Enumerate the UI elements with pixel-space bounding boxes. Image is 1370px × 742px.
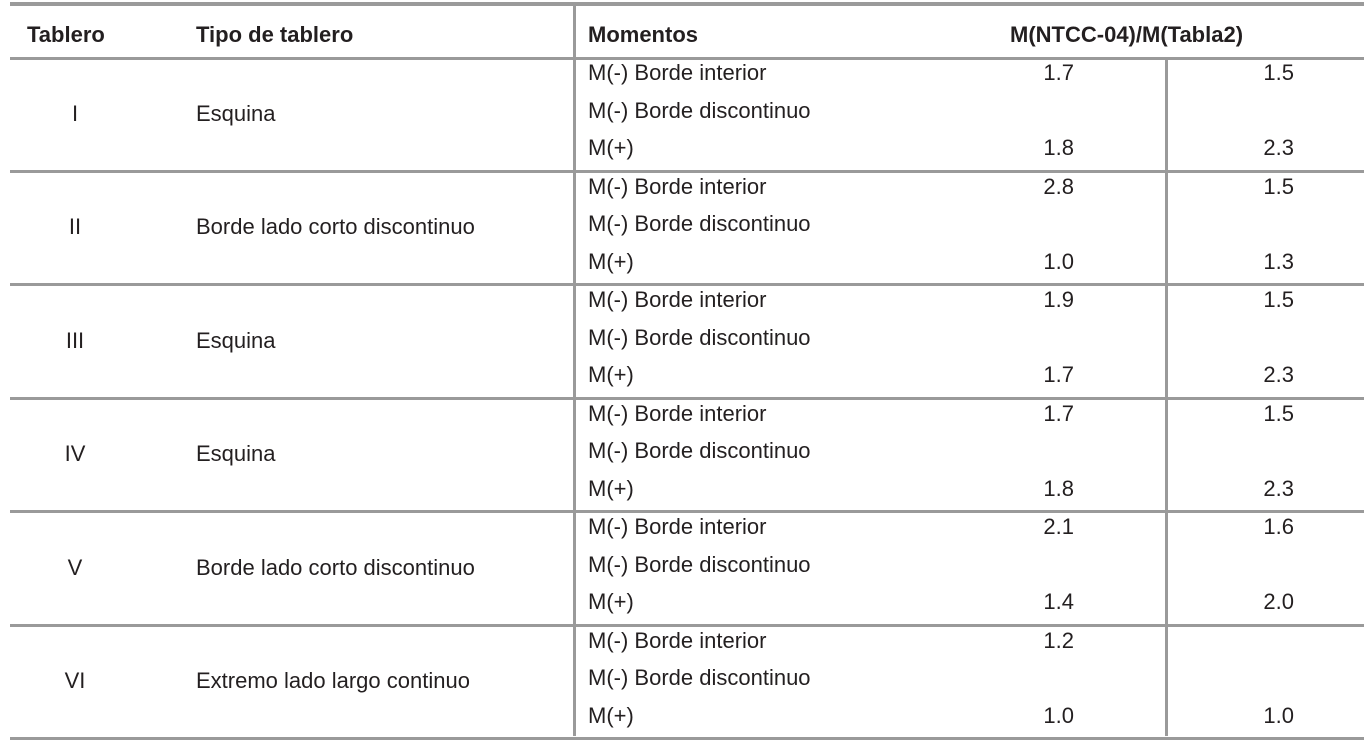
table-top-rule	[10, 2, 1364, 6]
tablero-tipo: Esquina	[196, 327, 276, 353]
ratio-tabla2: 1.5	[1263, 60, 1294, 85]
ratio-tabla2: 1.5	[1263, 287, 1294, 312]
tablero-id: III	[65, 327, 85, 353]
momento-label: M(+)	[588, 248, 634, 274]
ratio-ntcc: 1.4	[1043, 589, 1074, 614]
tablero-tipo: Borde lado corto discontinuo	[196, 214, 475, 240]
momento-label: M(-) Borde interior	[588, 60, 767, 85]
ratio-ntcc: 1.8	[1043, 475, 1074, 501]
momento-label: M(-) Borde interior	[588, 287, 767, 312]
tablero-id: VI	[64, 668, 86, 694]
momento-label: M(-) Borde interior	[588, 400, 767, 426]
row-separator	[10, 397, 1364, 400]
header-tipo: Tipo de tablero	[196, 22, 354, 47]
tablero-tipo: Borde lado corto discontinuo	[196, 554, 475, 580]
ratio-tabla2: 2.3	[1263, 475, 1294, 501]
tablero-tipo: Esquina	[196, 441, 276, 467]
momento-label: M(-) Borde interior	[588, 627, 767, 653]
ratio-ntcc: 1.9	[1043, 287, 1074, 312]
momento-label: M(-) Borde discontinuo	[588, 97, 811, 123]
momento-label: M(+)	[588, 589, 634, 614]
header-tablero: Tablero	[27, 22, 105, 47]
tablero-id: V	[67, 554, 83, 580]
ratio-tabla2: 2.3	[1263, 135, 1294, 160]
momento-label: M(-) Borde discontinuo	[588, 324, 811, 350]
row-separator	[10, 737, 1364, 740]
momento-label: M(+)	[588, 702, 634, 728]
ratio-ntcc: 1.2	[1043, 627, 1074, 653]
ratio-ntcc: 1.7	[1043, 362, 1074, 387]
tablero-id: II	[68, 214, 82, 240]
ratio-tabla2: 2.3	[1263, 362, 1294, 387]
tablero-id: I	[71, 100, 79, 126]
ratio-ntcc: 1.7	[1043, 60, 1074, 85]
ratio-ntcc: 1.0	[1043, 248, 1074, 274]
ratio-tabla2: 1.5	[1263, 173, 1294, 199]
row-separator	[10, 624, 1364, 627]
ratio-tabla2: 1.5	[1263, 400, 1294, 426]
ratio-ntcc: 1.0	[1043, 702, 1074, 728]
header-momentos: Momentos	[588, 22, 698, 47]
row-separator	[10, 170, 1364, 173]
momento-label: M(+)	[588, 475, 634, 501]
ratio-ntcc: 1.7	[1043, 400, 1074, 426]
ratio-tabla2: 2.0	[1263, 589, 1294, 614]
tablero-tipo: Extremo lado largo continuo	[196, 668, 470, 694]
ratio-ntcc: 2.1	[1043, 514, 1074, 539]
momento-label: M(-) Borde discontinuo	[588, 211, 811, 236]
momento-label: M(-) Borde discontinuo	[588, 438, 811, 463]
ratio-tabla2: 1.0	[1263, 702, 1294, 728]
momento-label: M(+)	[588, 362, 634, 387]
ratio-tabla2: 1.6	[1263, 514, 1294, 539]
momento-label: M(-) Borde discontinuo	[588, 665, 811, 690]
momento-label: M(+)	[588, 135, 634, 160]
ratio-tabla2: 1.3	[1263, 248, 1294, 274]
row-separator	[10, 283, 1364, 286]
momento-label: M(-) Borde interior	[588, 514, 767, 539]
tablero-tipo: Esquina	[196, 100, 276, 126]
ratio-ntcc: 1.8	[1043, 135, 1074, 160]
momento-label: M(-) Borde interior	[588, 173, 767, 199]
header-ratio: M(NTCC-04)/M(Tabla2)	[1010, 22, 1244, 47]
tablero-id: IV	[64, 441, 86, 467]
col-separator-momentos	[573, 6, 576, 736]
momento-label: M(-) Borde discontinuo	[588, 551, 811, 577]
ratio-ntcc: 2.8	[1043, 173, 1074, 199]
row-separator	[10, 510, 1364, 513]
